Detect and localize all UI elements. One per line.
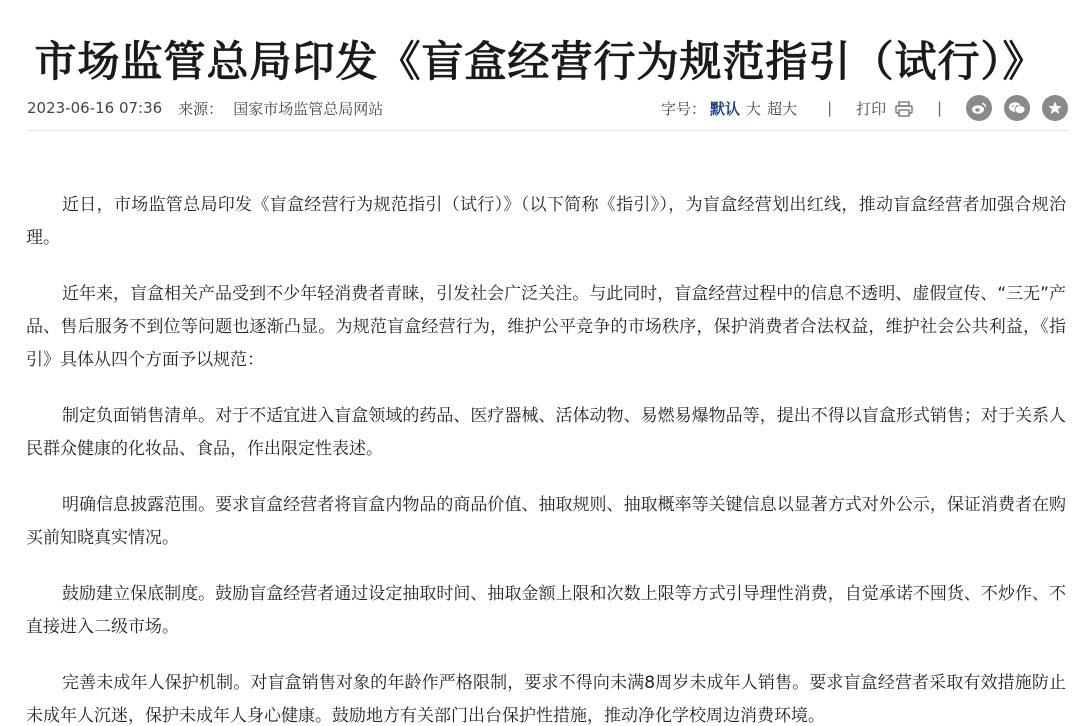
meta-divider	[27, 130, 1068, 131]
printer-icon	[895, 101, 913, 117]
wechat-icon[interactable]	[1004, 95, 1030, 121]
weibo-icon[interactable]	[966, 95, 992, 121]
body-paragraph: 制定负面销售清单。对于不适宜进入盲盒领域的药品、医疗器械、活体动物、易燃易爆物品等，提出不得以盲盒形式销售；对于关系人民群众健康的化妆品、食品，作出限定性表述。	[26, 406, 1066, 459]
body-paragraph: 近年来，盲盒相关产品受到不少年轻消费者青睐，引发社会广泛关注。与此同时，盲盒经营过程中的信息不透明、虚假宣传、“三无”产品、售后服务不到位等问题也逐渐凸显。为规范盲盒经营行为，维护公平竞争的市场秩序，保护消费者合法权益，维护社会公共利益，《指引》具体从四个方面予以规范：	[26, 284, 1066, 370]
print-button[interactable]	[856, 98, 913, 119]
article-title: 市场监管总局印发《盲盒经营行为规范指引（试行）》	[34, 37, 1046, 87]
toolbar-separator: |	[827, 99, 833, 117]
print-label: 打印	[856, 99, 887, 118]
source-label: 来源：	[178, 99, 224, 118]
article-meta-bar	[27, 94, 1068, 122]
publish-date: 2023-06-16 07:36	[27, 99, 163, 117]
article-body	[26, 189, 1066, 726]
body-paragraph: 近日，市场监管总局印发《盲盒经营行为规范指引（试行）》（以下简称《指引》），为盲盒经营划出红线，推动盲盒经营者加强合规治理。	[26, 195, 1066, 248]
font-size-default-option[interactable]: 默认	[710, 99, 741, 118]
share-buttons	[966, 95, 1068, 121]
font-size-label: 字号：	[661, 99, 707, 118]
toolbar-separator: |	[936, 99, 942, 117]
font-size-xlarge-option[interactable]: 超大	[767, 99, 798, 118]
body-paragraph: 完善未成年人保护机制。对盲盒销售对象的年龄作严格限制，要求不得向未满8周岁未成年人销售。要求盲盒经营者采取有效措施防止未成年人沉迷，保护未成年人身心健康。鼓励地方有关部门出台保护性措施，推动净化学校周边消费环境。	[26, 673, 1066, 726]
favorite-icon[interactable]	[1042, 95, 1068, 121]
source-link[interactable]: 国家市场监管总局网站	[233, 99, 384, 118]
font-size-large-option[interactable]: 大	[746, 99, 762, 118]
body-paragraph: 明确信息披露范围。要求盲盒经营者将盲盒内物品的商品价值、抽取规则、抽取概率等关键信息以显著方式对外公示，保证消费者在购买前知晓真实情况。	[26, 495, 1066, 548]
body-paragraph: 鼓励建立保底制度。鼓励盲盒经营者通过设定抽取时间、抽取金额上限和次数上限等方式引导理性消费，自觉承诺不囤货、不炒作、不直接进入二级市场。	[26, 584, 1066, 637]
